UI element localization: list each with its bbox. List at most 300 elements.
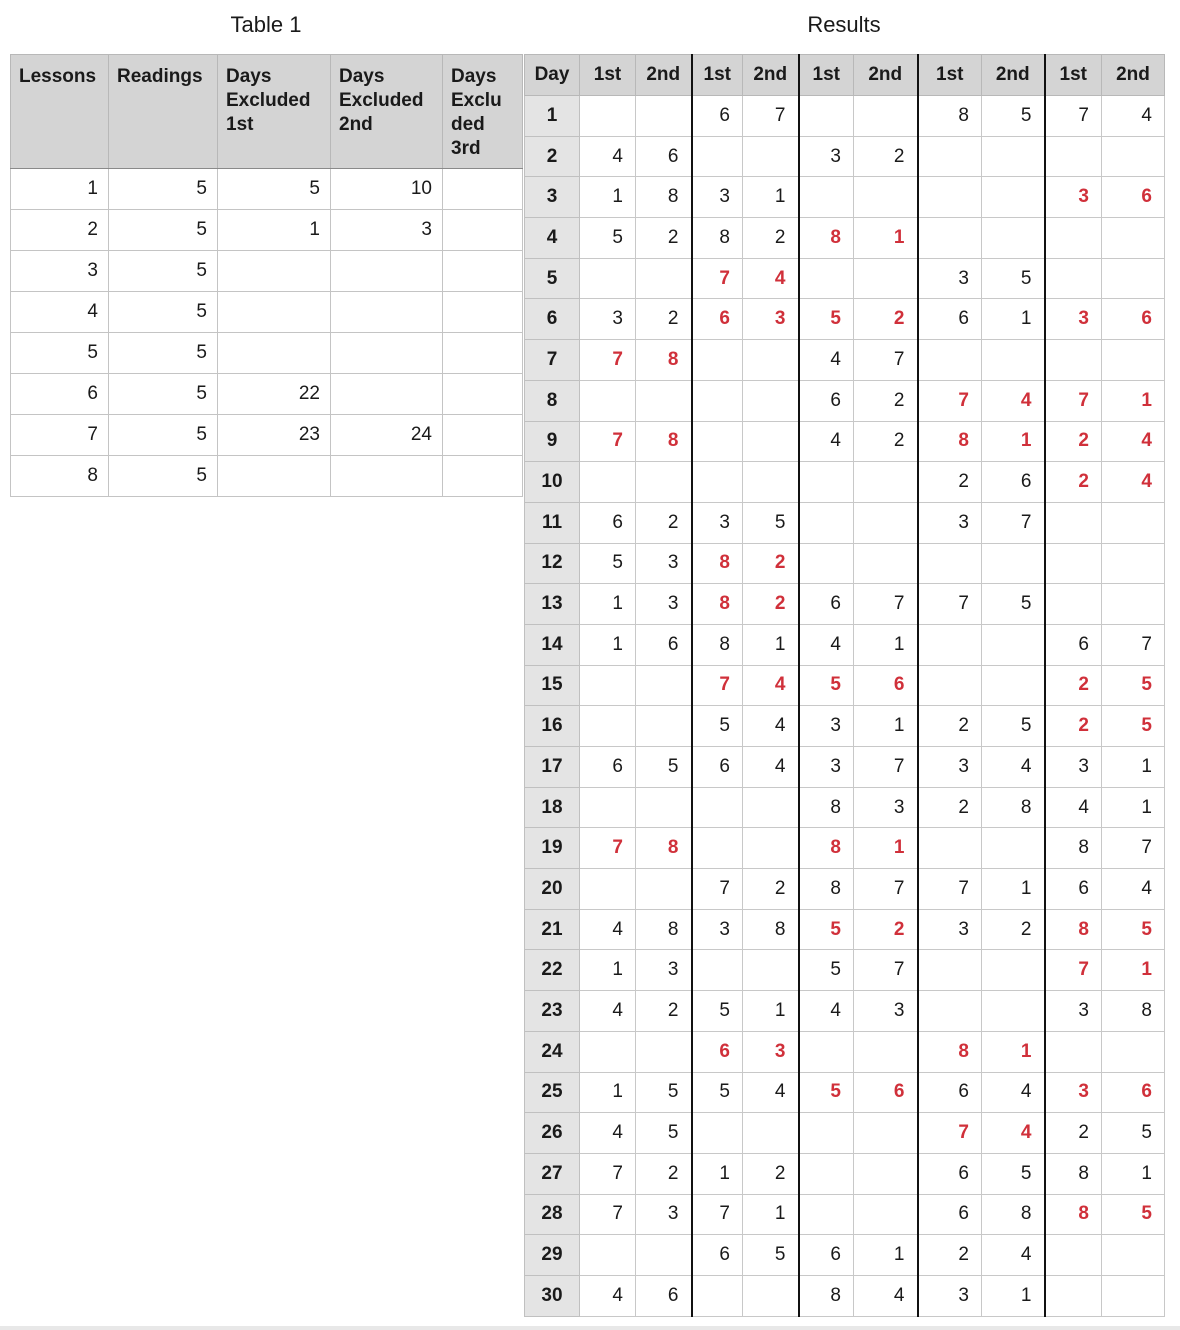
results-day-cell: 22 xyxy=(525,950,580,991)
table1-cell xyxy=(218,292,331,333)
results-cell: 7 xyxy=(580,1153,636,1194)
table1-cell: 1 xyxy=(218,210,331,251)
results-cell: 8 xyxy=(1045,909,1102,950)
results-cell: 2 xyxy=(854,136,918,177)
results-cell: 5 xyxy=(982,706,1045,747)
results-row xyxy=(525,96,1165,137)
table1-cell: 5 xyxy=(109,210,218,251)
results-cell: 6 xyxy=(1045,624,1102,665)
results-header-cell: 1st xyxy=(1045,55,1102,96)
results-cell xyxy=(854,258,918,299)
table1-cell xyxy=(443,333,523,374)
results-cell: 1 xyxy=(982,1275,1045,1316)
results-cell xyxy=(1102,1235,1165,1276)
table1-cell xyxy=(443,169,523,210)
results-cell xyxy=(1102,218,1165,259)
results-cell: 7 xyxy=(854,869,918,910)
results-row xyxy=(525,950,1165,991)
results-cell: 3 xyxy=(1045,991,1102,1032)
results-cell xyxy=(1102,340,1165,381)
results-cell xyxy=(982,136,1045,177)
results-row xyxy=(525,1194,1165,1235)
results-cell: 5 xyxy=(799,299,854,340)
table1-cell: 7 xyxy=(11,415,109,456)
results-cell xyxy=(1045,340,1102,381)
results-cell xyxy=(982,543,1045,584)
results-row xyxy=(525,258,1165,299)
results-cell: 8 xyxy=(982,787,1045,828)
results-cell xyxy=(854,1031,918,1072)
results-row xyxy=(525,380,1165,421)
results-cell: 1 xyxy=(854,1235,918,1276)
results-row xyxy=(525,1275,1165,1316)
table1-row xyxy=(11,456,523,497)
results-cell xyxy=(1045,258,1102,299)
results-cell: 4 xyxy=(799,624,854,665)
results-header-cell: 2nd xyxy=(982,55,1045,96)
results-cell: 1 xyxy=(982,299,1045,340)
results-cell: 6 xyxy=(1102,299,1165,340)
table1-cell: 6 xyxy=(11,374,109,415)
results-cell: 6 xyxy=(1102,1072,1165,1113)
results-row xyxy=(525,1072,1165,1113)
results-cell xyxy=(580,380,636,421)
results-day-cell: 9 xyxy=(525,421,580,462)
results-day-cell: 4 xyxy=(525,218,580,259)
table1-row xyxy=(11,169,523,210)
results-cell: 6 xyxy=(580,747,636,788)
results-cell: 6 xyxy=(1102,177,1165,218)
results-cell xyxy=(918,218,982,259)
results-cell: 7 xyxy=(1045,950,1102,991)
results-cell: 2 xyxy=(918,787,982,828)
results-cell: 5 xyxy=(743,502,799,543)
results-cell: 6 xyxy=(692,96,743,137)
results-cell xyxy=(743,136,799,177)
results-row xyxy=(525,462,1165,503)
table1-cell: 23 xyxy=(218,415,331,456)
table1-cell xyxy=(443,292,523,333)
results-cell: 4 xyxy=(982,380,1045,421)
results-cell xyxy=(982,950,1045,991)
results-header-cell: 2nd xyxy=(854,55,918,96)
results-header-row xyxy=(525,55,1165,96)
results-cell: 7 xyxy=(1102,828,1165,869)
results-cell xyxy=(580,462,636,503)
results-cell: 5 xyxy=(692,991,743,1032)
results-cell: 8 xyxy=(692,218,743,259)
results-cell: 7 xyxy=(918,1113,982,1154)
results-day-cell: 10 xyxy=(525,462,580,503)
table1-cell xyxy=(218,251,331,292)
table1-cell: 5 xyxy=(109,415,218,456)
results-cell: 1 xyxy=(982,869,1045,910)
results-day-cell: 2 xyxy=(525,136,580,177)
results-day-cell: 27 xyxy=(525,1153,580,1194)
results-cell xyxy=(918,340,982,381)
results-cell: 5 xyxy=(982,584,1045,625)
results-cell xyxy=(1045,502,1102,543)
results-day-cell: 6 xyxy=(525,299,580,340)
results-cell: 4 xyxy=(982,747,1045,788)
results-cell: 5 xyxy=(1102,665,1165,706)
results-cell: 2 xyxy=(1045,665,1102,706)
table1-header-cell: Lessons xyxy=(11,55,109,169)
table1-cell: 3 xyxy=(11,251,109,292)
bottom-divider xyxy=(0,1326,1180,1330)
results-cell: 7 xyxy=(692,258,743,299)
results-cell xyxy=(580,787,636,828)
results-cell xyxy=(1045,1031,1102,1072)
results-cell xyxy=(982,828,1045,869)
results-cell: 2 xyxy=(743,869,799,910)
results-cell: 3 xyxy=(1045,747,1102,788)
results-cell: 8 xyxy=(636,909,692,950)
results-cell xyxy=(692,421,743,462)
results-cell: 6 xyxy=(918,299,982,340)
table1-cell xyxy=(331,251,443,292)
results-cell: 2 xyxy=(636,1153,692,1194)
table1-cell xyxy=(218,333,331,374)
results-cell: 4 xyxy=(743,665,799,706)
results-cell: 5 xyxy=(636,1113,692,1154)
results-cell xyxy=(1102,136,1165,177)
results-cell: 5 xyxy=(982,258,1045,299)
results-cell: 6 xyxy=(982,462,1045,503)
results-cell: 1 xyxy=(1102,787,1165,828)
results-cell xyxy=(1045,1275,1102,1316)
results-row xyxy=(525,543,1165,584)
results-cell: 1 xyxy=(982,1031,1045,1072)
table1-cell: 2 xyxy=(11,210,109,251)
results-cell: 3 xyxy=(1045,299,1102,340)
results-cell: 6 xyxy=(1045,869,1102,910)
results-cell: 1 xyxy=(982,421,1045,462)
table1-cell: 1 xyxy=(11,169,109,210)
results-cell: 7 xyxy=(580,828,636,869)
results-cell xyxy=(636,258,692,299)
results-cell: 6 xyxy=(918,1072,982,1113)
results-cell: 4 xyxy=(580,909,636,950)
results-day-cell: 28 xyxy=(525,1194,580,1235)
results-row xyxy=(525,177,1165,218)
table1-cell: 24 xyxy=(331,415,443,456)
results-cell: 3 xyxy=(799,706,854,747)
results-cell: 1 xyxy=(580,1072,636,1113)
results-cell: 5 xyxy=(799,909,854,950)
results-cell xyxy=(918,665,982,706)
results-cell: 5 xyxy=(692,706,743,747)
results-cell xyxy=(982,218,1045,259)
results-cell: 6 xyxy=(636,1275,692,1316)
results-cell: 1 xyxy=(1102,1153,1165,1194)
results-cell xyxy=(799,1113,854,1154)
results-cell: 8 xyxy=(918,1031,982,1072)
results-header-cell: 2nd xyxy=(1102,55,1165,96)
results-cell xyxy=(1045,543,1102,584)
table1-header-cell: Days Excluded 2nd xyxy=(331,55,443,169)
results-cell xyxy=(982,177,1045,218)
results-cell: 1 xyxy=(854,706,918,747)
results-cell: 6 xyxy=(918,1194,982,1235)
results-cell: 2 xyxy=(743,584,799,625)
results-cell: 6 xyxy=(636,624,692,665)
results-row xyxy=(525,136,1165,177)
results-cell: 8 xyxy=(918,96,982,137)
results-cell: 4 xyxy=(799,421,854,462)
results-cell: 7 xyxy=(580,340,636,381)
results-cell: 4 xyxy=(743,706,799,747)
results-cell: 2 xyxy=(982,909,1045,950)
results-cell: 8 xyxy=(1045,1153,1102,1194)
results-cell: 6 xyxy=(918,1153,982,1194)
results-row xyxy=(525,340,1165,381)
table1-cell xyxy=(331,292,443,333)
results-cell xyxy=(636,1031,692,1072)
results-cell: 4 xyxy=(982,1113,1045,1154)
results-cell: 3 xyxy=(580,299,636,340)
results-cell: 7 xyxy=(854,747,918,788)
results-row xyxy=(525,1153,1165,1194)
table1-cell xyxy=(443,251,523,292)
results-cell: 3 xyxy=(636,1194,692,1235)
results-day-cell: 18 xyxy=(525,787,580,828)
results-cell: 2 xyxy=(1045,462,1102,503)
results-cell: 4 xyxy=(1102,96,1165,137)
results-cell xyxy=(918,624,982,665)
results-cell: 3 xyxy=(636,543,692,584)
results-cell xyxy=(982,624,1045,665)
results-row xyxy=(525,421,1165,462)
results-cell: 6 xyxy=(692,299,743,340)
results-cell: 5 xyxy=(799,950,854,991)
results-cell: 6 xyxy=(854,665,918,706)
results-cell: 5 xyxy=(636,747,692,788)
results-cell: 2 xyxy=(636,991,692,1032)
table1-cell: 8 xyxy=(11,456,109,497)
results-cell: 8 xyxy=(636,828,692,869)
results-row xyxy=(525,1031,1165,1072)
results-cell xyxy=(854,1194,918,1235)
results-cell xyxy=(692,1113,743,1154)
results-cell xyxy=(636,96,692,137)
results-cell: 1 xyxy=(854,828,918,869)
table1-cell xyxy=(443,210,523,251)
results-day-cell: 19 xyxy=(525,828,580,869)
results-cell: 7 xyxy=(854,950,918,991)
table1-row xyxy=(11,292,523,333)
results-cell: 4 xyxy=(1102,869,1165,910)
results-cell xyxy=(854,1113,918,1154)
results-cell: 1 xyxy=(743,624,799,665)
results-cell xyxy=(636,665,692,706)
results-cell: 7 xyxy=(692,665,743,706)
table1-cell: 5 xyxy=(109,292,218,333)
results-day-cell: 16 xyxy=(525,706,580,747)
results-cell: 4 xyxy=(799,991,854,1032)
results-cell: 5 xyxy=(743,1235,799,1276)
results-cell xyxy=(636,462,692,503)
results-cell xyxy=(1045,584,1102,625)
results-cell xyxy=(854,543,918,584)
results-cell: 8 xyxy=(692,624,743,665)
results-cell xyxy=(854,96,918,137)
table1-cell xyxy=(331,374,443,415)
table1-header-cell: Days Excluded 1st xyxy=(218,55,331,169)
results-cell: 3 xyxy=(799,136,854,177)
results-cell xyxy=(580,706,636,747)
results-cell: 7 xyxy=(580,421,636,462)
results-cell: 8 xyxy=(636,340,692,381)
table1-cell xyxy=(331,456,443,497)
results-cell: 4 xyxy=(1102,462,1165,503)
results-cell xyxy=(799,502,854,543)
table1-cell: 5 xyxy=(11,333,109,374)
results-cell: 1 xyxy=(692,1153,743,1194)
results-cell: 8 xyxy=(799,869,854,910)
table1-row xyxy=(11,210,523,251)
results-cell: 3 xyxy=(692,909,743,950)
results-day-cell: 1 xyxy=(525,96,580,137)
results-cell xyxy=(580,96,636,137)
results-cell xyxy=(854,462,918,503)
table1-cell: 4 xyxy=(11,292,109,333)
table1-header-row xyxy=(11,55,523,169)
results-cell xyxy=(692,787,743,828)
results-cell xyxy=(692,380,743,421)
results-cell: 2 xyxy=(1045,421,1102,462)
results-header-cell: 2nd xyxy=(636,55,692,96)
table1-cell: 5 xyxy=(109,169,218,210)
results-cell: 3 xyxy=(918,1275,982,1316)
results-cell: 8 xyxy=(799,218,854,259)
results-cell: 8 xyxy=(1045,828,1102,869)
results-cell: 2 xyxy=(854,380,918,421)
results-cell xyxy=(1045,218,1102,259)
results-cell: 2 xyxy=(636,299,692,340)
results-cell xyxy=(1045,136,1102,177)
results-cell: 2 xyxy=(854,909,918,950)
results-cell: 2 xyxy=(743,1153,799,1194)
results-cell: 3 xyxy=(692,502,743,543)
results-cell xyxy=(918,177,982,218)
results-day-cell: 13 xyxy=(525,584,580,625)
results-cell xyxy=(692,950,743,991)
results-day-cell: 25 xyxy=(525,1072,580,1113)
results-cell: 7 xyxy=(982,502,1045,543)
results-cell: 4 xyxy=(854,1275,918,1316)
results-cell: 3 xyxy=(692,177,743,218)
results-cell: 6 xyxy=(799,584,854,625)
results-cell: 6 xyxy=(799,1235,854,1276)
results-cell: 7 xyxy=(692,1194,743,1235)
results-cell: 5 xyxy=(1102,1194,1165,1235)
results-cell xyxy=(743,421,799,462)
results-day-cell: 26 xyxy=(525,1113,580,1154)
results-cell xyxy=(799,462,854,503)
results-row xyxy=(525,787,1165,828)
results-row xyxy=(525,218,1165,259)
table1-cell: 3 xyxy=(331,210,443,251)
results-cell xyxy=(799,1153,854,1194)
results-cell xyxy=(1102,1275,1165,1316)
results-header-cell: 1st xyxy=(918,55,982,96)
results-cell xyxy=(692,828,743,869)
results-cell: 7 xyxy=(918,380,982,421)
results-cell: 3 xyxy=(1045,1072,1102,1113)
results-cell: 2 xyxy=(854,421,918,462)
results-cell xyxy=(636,1235,692,1276)
results-cell xyxy=(580,1031,636,1072)
results-day-cell: 24 xyxy=(525,1031,580,1072)
table1-cell xyxy=(443,374,523,415)
results-row xyxy=(525,869,1165,910)
results-cell: 7 xyxy=(1045,96,1102,137)
results-cell: 2 xyxy=(1045,706,1102,747)
results-cell: 3 xyxy=(854,787,918,828)
results-cell: 3 xyxy=(743,1031,799,1072)
results-cell xyxy=(636,380,692,421)
results-cell: 4 xyxy=(1102,421,1165,462)
results-cell xyxy=(743,1275,799,1316)
results-cell: 4 xyxy=(580,991,636,1032)
results-cell: 6 xyxy=(692,1235,743,1276)
table1-cell: 5 xyxy=(109,456,218,497)
results-cell: 2 xyxy=(743,218,799,259)
results-cell xyxy=(918,136,982,177)
results-cell: 1 xyxy=(743,177,799,218)
results-cell: 5 xyxy=(799,1072,854,1113)
results-cell: 7 xyxy=(743,96,799,137)
table1-cell xyxy=(443,415,523,456)
results-header-cell: 1st xyxy=(692,55,743,96)
results-cell: 8 xyxy=(799,828,854,869)
results-cell: 4 xyxy=(982,1235,1045,1276)
results-header-cell: 1st xyxy=(799,55,854,96)
results-cell xyxy=(799,96,854,137)
results-day-header: Day xyxy=(525,55,580,96)
table1-cell xyxy=(443,456,523,497)
results-cell: 4 xyxy=(580,136,636,177)
results-day-cell: 29 xyxy=(525,1235,580,1276)
results-cell: 2 xyxy=(1045,1113,1102,1154)
results-day-cell: 17 xyxy=(525,747,580,788)
results-row xyxy=(525,502,1165,543)
results-cell: 1 xyxy=(580,177,636,218)
results-cell: 8 xyxy=(799,1275,854,1316)
results-cell xyxy=(799,177,854,218)
results-row xyxy=(525,299,1165,340)
results-cell: 8 xyxy=(692,584,743,625)
table1-cell: 10 xyxy=(331,169,443,210)
results-header-cell: 2nd xyxy=(743,55,799,96)
results-cell xyxy=(743,380,799,421)
results-day-cell: 21 xyxy=(525,909,580,950)
results-cell: 8 xyxy=(799,787,854,828)
results-cell xyxy=(692,1275,743,1316)
results-cell xyxy=(799,1194,854,1235)
results-day-cell: 5 xyxy=(525,258,580,299)
results-cell: 4 xyxy=(982,1072,1045,1113)
table1 xyxy=(10,54,523,497)
results-cell xyxy=(580,665,636,706)
results-cell: 2 xyxy=(854,299,918,340)
results-cell xyxy=(743,950,799,991)
results-cell: 2 xyxy=(636,218,692,259)
results-cell: 1 xyxy=(580,950,636,991)
results-cell: 5 xyxy=(1102,706,1165,747)
results-cell xyxy=(743,787,799,828)
